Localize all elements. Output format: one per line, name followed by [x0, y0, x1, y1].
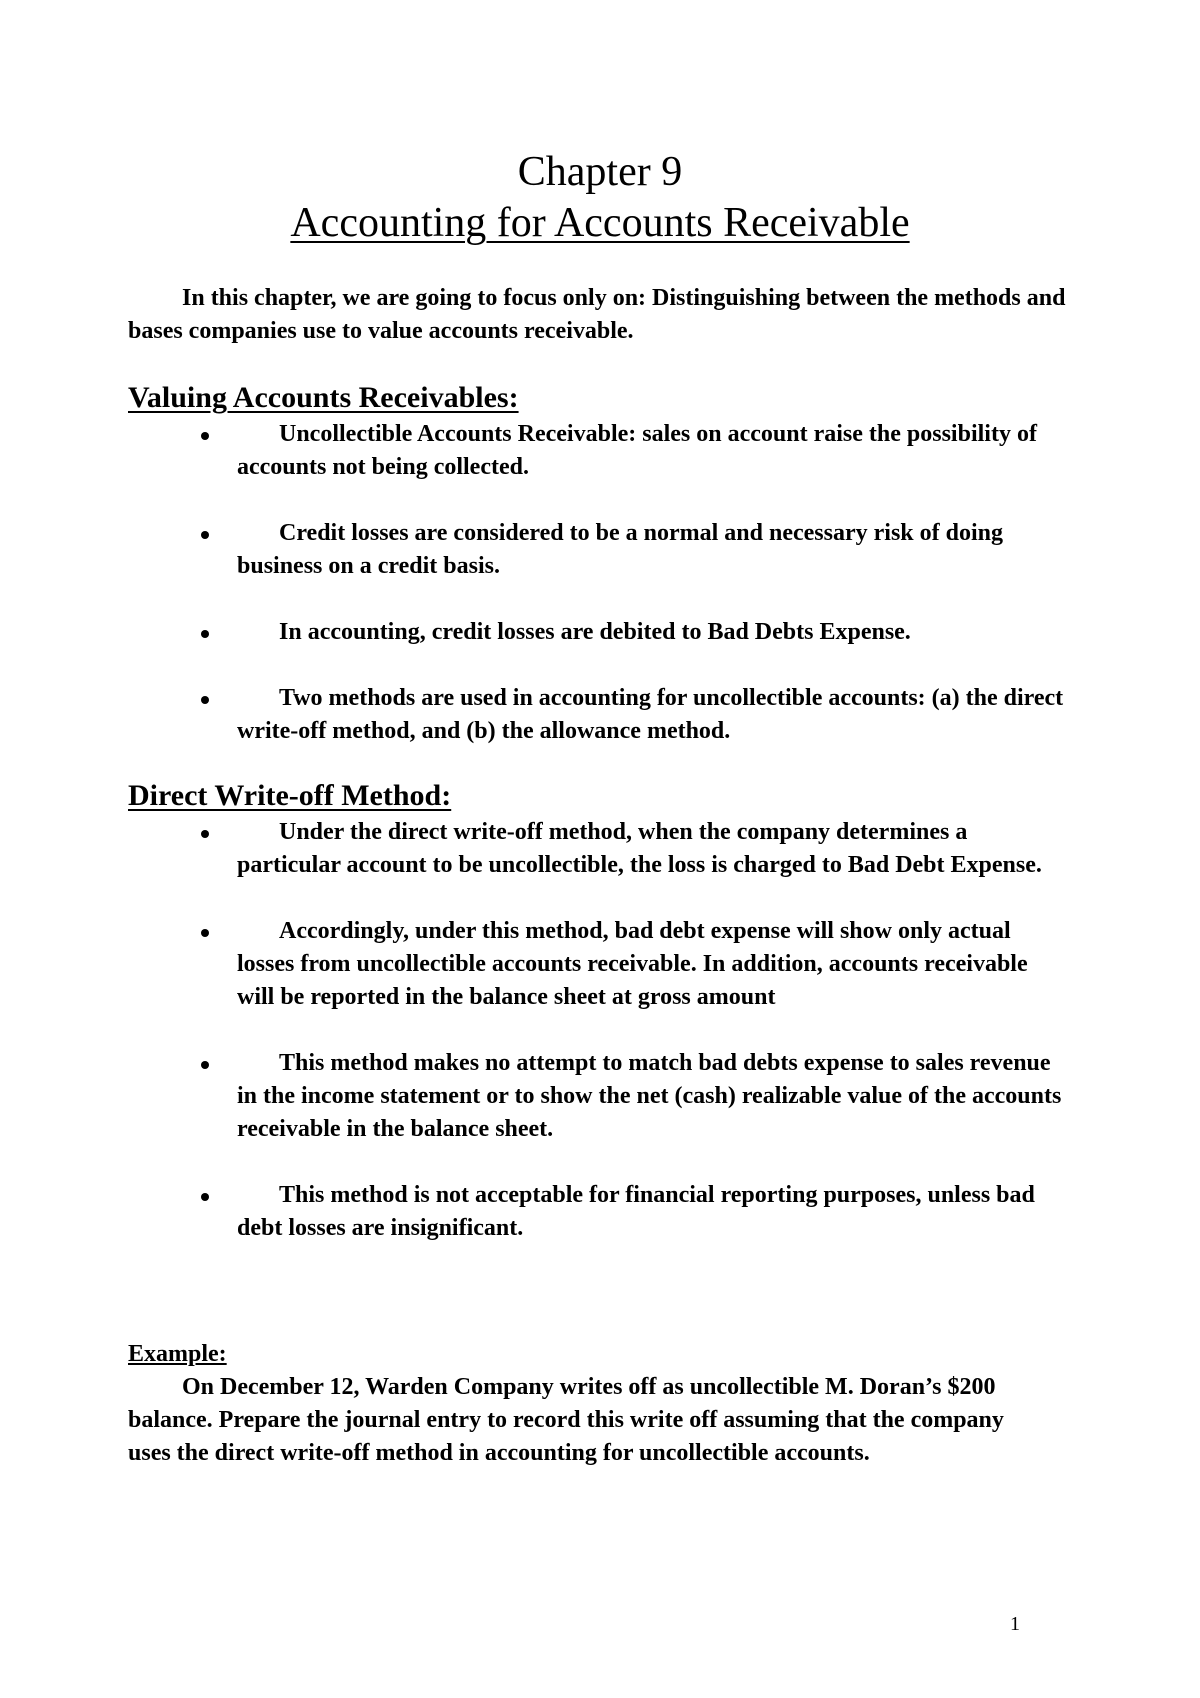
section-heading-valuing: Valuing Accounts Receivables:: [128, 381, 519, 414]
bullet-icon: [201, 929, 209, 937]
chapter-number: Chapter 9: [517, 149, 683, 195]
page-number: 1: [1010, 1613, 1020, 1635]
list-item-text: This method makes no attempt to match bad debts expense to sales revenue in the income statement or to show the net (cash) realizable value of the accounts receivable in the balance sheet.: [237, 1050, 1062, 1142]
list-item-text: Uncollectible Accounts Receivable: sales on account raise the possibility of accounts not being collected.: [237, 421, 1037, 480]
list-item-text: This method is not acceptable for financial reporting purposes, unless bad debt losses are insignificant.: [237, 1182, 1035, 1241]
chapter-title: Accounting for Accounts Receivable: [290, 200, 910, 246]
direct-write-off-bullet-list: [0, 816, 1200, 1245]
list-item: [0, 418, 1067, 484]
bullet-icon: [201, 830, 209, 838]
list-item-text: Under the direct write-off method, when the company determines a particular account to be uncollectible, the loss is charged to Bad Debt Expense.: [237, 819, 1042, 878]
valuing-bullet-list: [0, 418, 1200, 748]
bullet-icon: [201, 696, 209, 704]
example-paragraph: On December 12, Warden Company writes off as uncollectible M. Doran’s $200 balance. Prepare the journal entry to record this write off assuming that the company uses the direct write-off method in accounting for uncollectible accounts.: [128, 1374, 1004, 1466]
bullet-icon: [201, 531, 209, 539]
list-item: [0, 1179, 1067, 1245]
list-item: [0, 517, 1067, 583]
list-item: [0, 682, 1067, 748]
bullet-icon: [201, 630, 209, 638]
list-item: [0, 616, 1067, 649]
list-item-text: Credit losses are considered to be a normal and necessary risk of doing business on a credit basis.: [237, 520, 1003, 579]
list-item: [0, 816, 1067, 882]
bullet-icon: [201, 432, 209, 440]
section-heading-direct-write-off: Direct Write-off Method:: [128, 779, 452, 812]
intro-paragraph: In this chapter, we are going to focus only on: Distinguishing between the methods and bases companies use to value accounts receivable.: [128, 285, 1066, 344]
bullet-icon: [201, 1193, 209, 1201]
list-item: [0, 1047, 1067, 1146]
list-item-text: Accordingly, under this method, bad debt expense will show only actual losses from uncollectible accounts receivable. In addition, accounts receivable will be reported in the balance sheet at gross amount: [237, 918, 1028, 1010]
list-item-text: Two methods are used in accounting for uncollectible accounts: (a) the direct write-off method, and (b) the allowance method.: [237, 685, 1064, 744]
bullet-icon: [201, 1061, 209, 1069]
example-label: Example:: [128, 1341, 227, 1367]
list-item-text: In accounting, credit losses are debited to Bad Debts Expense.: [279, 619, 911, 645]
list-item: [0, 915, 1067, 1014]
